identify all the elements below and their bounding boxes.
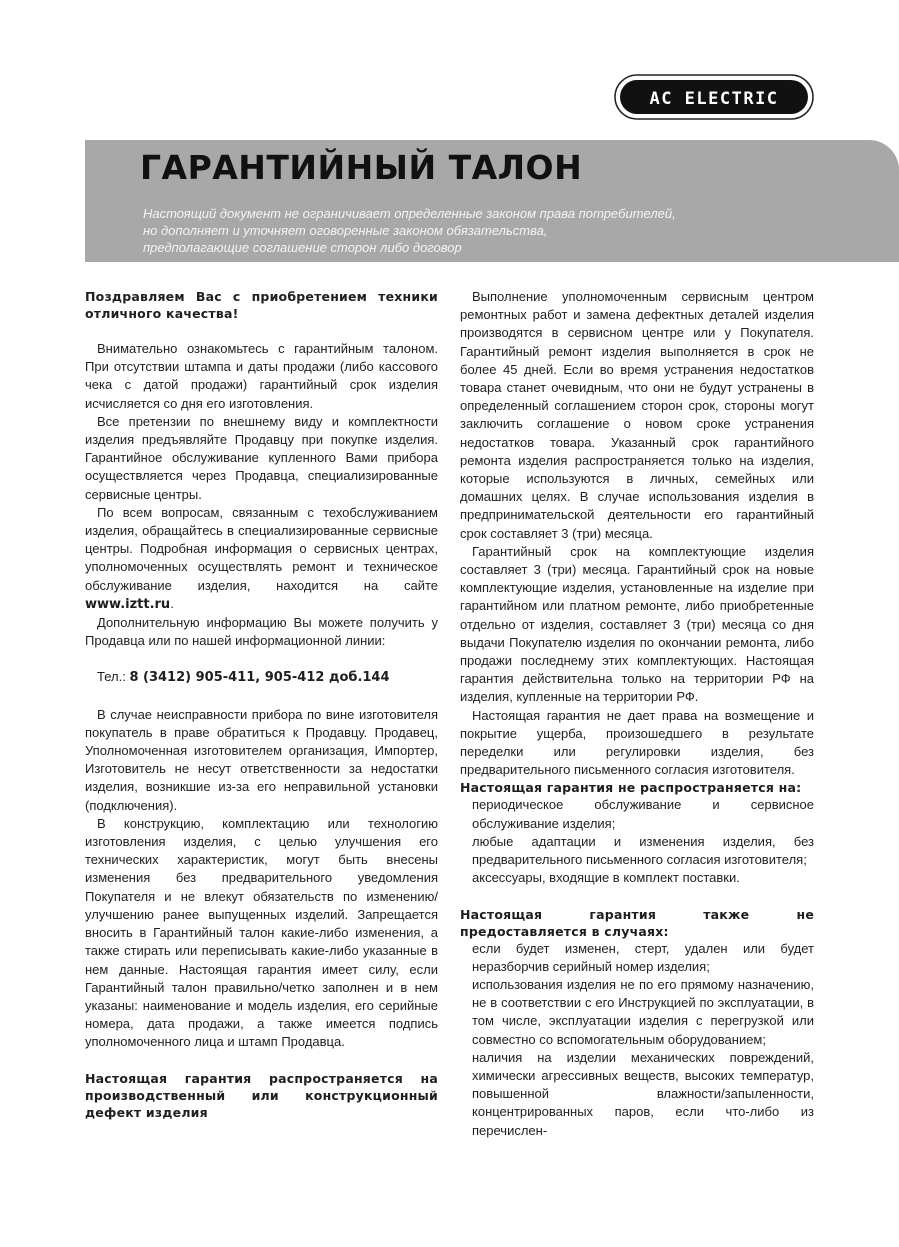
- page-title: ГАРАНТИЙНЫЙ ТАЛОН: [140, 148, 583, 187]
- list-item: наличия на изделии механических повреждений, химически агрессивных веществ, высоких температур, повышенной влажности/запыленности, концентрированных паров, если что-либо из перечислен-: [472, 1049, 814, 1138]
- paragraph: Гарантийный срок на комплектующие изделия составляет 3 (три) месяца. Гарантийный срок на новые комплектующие изделия, установленные на изделие при гарантийном или платном ремонте, либо приобретенные отдельно от изделия, составляет 3 (три) месяца со дня выдачи Покупателю изделия по окончании ремонта, либо продажи последнему этих комплектующих. Настоящая гарантия действительна только на территории РФ на изделия, купленные на территории РФ.: [460, 543, 814, 705]
- paragraph: В случае неисправности прибора по вине изготовителя покупатель в праве обратиться к Продавцу. Продавец, Уполномоченная изготовителем организация, Импортер, Изготовитель не несут ответственности за недостатки изделия, возникшие из-за его неправильной установки (подключения).: [85, 706, 438, 813]
- congrats-heading: Поздравляем Вас с приобретением техники отличного качества!: [85, 289, 438, 321]
- subtitle-line: предполагающие соглашение сторон либо договор: [143, 240, 462, 255]
- phone-number: 8 (3412) 905-411, 905-412 доб.144: [129, 670, 390, 686]
- ac-electric-logo: [614, 74, 814, 120]
- list-item: аксессуары, входящие в комплект поставки.: [472, 870, 740, 886]
- paragraph: [85, 504, 438, 614]
- phone-label: Тел.:: [97, 669, 126, 685]
- website-link[interactable]: www.iztt.ru: [85, 596, 171, 612]
- left-column: [85, 288, 438, 1121]
- header-subtitle: [143, 205, 783, 256]
- subtitle-line: Настоящий документ не ограничивает определенные законом права потребителей,: [143, 206, 676, 221]
- list-item: любые адаптации и изменения изделия, без предварительного письменного согласия изготовителя;: [472, 833, 814, 868]
- paragraph: Все претензии по внешнему виду и комплектности изделия предъявляйте Продавцу при покупке изделия. Гарантийное обслуживание купленного Вами прибора осуществляется через Продавца, специализированные сервисные центры.: [85, 413, 438, 502]
- paragraph: Дополнительную информацию Вы можете получить у Продавца или по нашей информационной линии:: [85, 615, 438, 649]
- defect-heading: Настоящая гарантия распространяется на производственный или конструкционный дефект изделия: [85, 1070, 438, 1120]
- list-item: если будет изменен, стерт, удален или будет неразборчив серийный номер изделия;: [472, 940, 814, 974]
- logo-text: AC ELECTRIC: [649, 89, 779, 109]
- period: .: [170, 595, 174, 611]
- list-item: использования изделия не по его прямому назначению, не в соответствии с его Инструкцией по эксплуатации, в том числе, эксплуатации изделия с перегрузкой или совместно со вспомогательным оборудованием;: [472, 976, 814, 1047]
- paragraph: Внимательно ознакомьтесь с гарантийным талоном. При отсутствии штампа и даты продажи (либо кассового чека с датой продажи) гарантийный срок изделия исчисляется со дня его изготовления.: [85, 341, 438, 411]
- paragraph: Выполнение уполномоченным сервисным центром ремонтных работ и замена дефектных деталей изделия производятся в сервисном центре или у Покупателя. Гарантийный ремонт изделия выполняется в срок не более 45 дней. Если во время устранения недостатков товара станет очевидным, что они не будут устранены в определенный соглашением сторон срок, стороны могут заключить соглашение о новом сроке устранения недостатков товара. Указанный срок гарантийного ремонта изделия распространяется только на изделия, которые используются в личных, семейных или домашних целях. В случае использования изделия в предпринимательской деятельности его гарантийный срок составляет 3 (три) месяца.: [460, 289, 814, 541]
- paragraph: Настоящая гарантия не дает права на возмещение и покрытие ущерба, произошедшего в результате переделки или регулировки изделия, без предварительного письменного согласия изготовителя.: [460, 707, 814, 778]
- list-item: периодическое обслуживание и сервисное обслуживание изделия;: [472, 797, 814, 831]
- right-column: [460, 288, 814, 1140]
- paragraph: В конструкцию, комплектацию или технологию изготовления изделия, с целью улучшения его технических характеристик, могут быть внесены изменения без предварительного уведомления Покупателя и не влекут обязательств по изменению/улучшению ранее выпущенных изделий. Запрещается вносить в Гарантийный талон какие-либо изменения, а также стирать или переписывать какие-либо указанные в нем данные. Настоящая гарантия имеет силу, если Гарантийный талон правильно/четко заполнен и в нем указаны: наименование и модель изделия, его серийные номера, дата продажи, а также имеется подпись уполномоченного лица и штамп Продавца.: [85, 815, 438, 1050]
- paragraph-text: По всем вопросам, связанным с техобслуживанием изделия, обращайтесь в специализированные сервисные центры. Подробная информация о сервисных центрах, уполномоченных осуществлять ремонт и техническое обслуживание изделия, находится на сайте: [85, 504, 438, 593]
- exclusions-heading: Настоящая гарантия также не предоставляется в случаях:: [460, 906, 814, 939]
- not-covered-heading: Настоящая гарантия не распространяется на:: [460, 780, 802, 796]
- subtitle-line: но дополняет и уточняет оговоренные законом обязательства,: [143, 223, 548, 238]
- phone-line: [85, 668, 438, 687]
